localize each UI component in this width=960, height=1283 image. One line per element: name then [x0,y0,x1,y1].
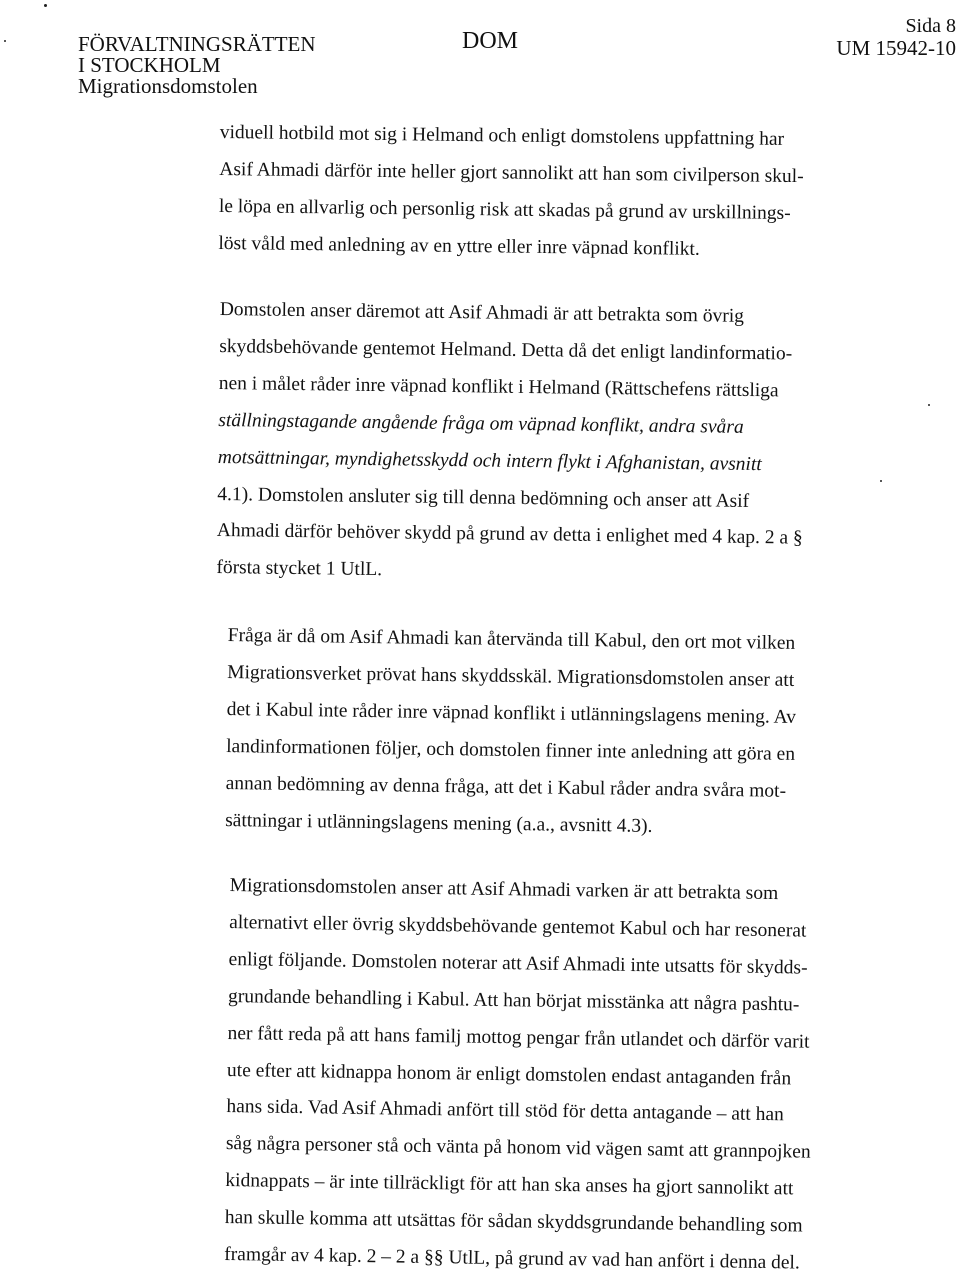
scan-speck [4,40,6,42]
paragraph-1 [218,115,804,270]
text-line: Domstolen anser däremot att Asif Ahmadi är att betrakta som övrig [219,298,745,327]
text-line: Migrationsdomstolen anser att Asif Ahmadi varken är att betrakta som [229,874,779,905]
scan-speck [44,4,47,7]
text-line: Fråga är då om Asif Ahmadi kan återvända till Kabul, den ort mot vilken [227,624,796,654]
scan-speck [880,480,882,482]
document-type: DOM [462,28,519,54]
paragraph-3 [225,618,797,847]
text-line: landinformationen följer, och domstolen finner inte anledning att göra en [226,735,796,765]
text-line: Asif Ahmadi därför inte heller gjort sannolikt att han som civilperson skul- [219,158,804,188]
text-line: alternativt eller övrig skyddsbehövande gentemot Kabul och har resonerat [229,911,807,942]
text-line: viduell hotbild mot sig i Helmand och enligt domstolens uppfattning har [219,121,785,150]
text-line: enligt följande. Domstolen noterar att Asif Ahmadi inte utsatts för skydds- [228,948,808,979]
text-line: ute efter att kidnappa honom är enligt domstolen endast antaganden från [226,1059,792,1089]
text-line: kidnappats – är inte tillräckligt för att han ska anses ha gjort sannolikt att [225,1170,794,1200]
text-line: motsättningar, myndighetsskydd och intern flykt i Afghanistan, avsnitt [217,446,762,475]
text-line: hans sida. Vad Asif Ahmadi anfört till stöd för detta antagande – att han [226,1096,784,1126]
text-line: löst våld med anledning av en yttre eller inre väpnad konflikt. [218,232,700,260]
text-line: le löpa en allvarlig och personlig risk att skadas på grund av urskillnings- [218,195,791,224]
text-line: han skulle komma att utsättas för sådan skyddsgrundande behandling som [224,1207,803,1237]
text-line: såg några personer stå och vänta på honom vid vägen samt att grannpojken [225,1133,811,1163]
case-number: UM 15942-10 [836,36,956,60]
paragraph-4 [224,868,815,1283]
court-city: I STOCKHOLM [78,53,221,77]
page-number: Sida 8 [905,15,956,37]
text-line: framgår av 4 kap. 2 – 2 a §§ UtlL, på grund av vad han anfört i denna del. [224,1244,800,1274]
scan-speck [928,404,930,406]
court-division: Migrationsdomstolen [78,74,258,98]
court-name: FÖRVALTNINGSRÄTTEN [78,32,316,56]
text-line: ställningstagande angående fråga om väpnad konflikt, andra svåra [218,409,744,438]
text-line: 4.1). Domstolen ansluter sig till denna bedömning och anser att Asif [217,483,750,512]
text-line: Ahmadi därför behöver skydd på grund av detta i enlighet med 4 kap. 2 a § [216,520,803,550]
text-line: Migrationsverket prövat hans skyddsskäl. Migrationsdomstolen anser att [227,661,795,691]
text-line: nen i målet råder inre väpnad konflikt i Helmand (Rättschefens rättsliga [218,372,779,402]
text-line: skyddsbehövande gentemot Helmand. Detta då det enligt landinformatio- [219,335,793,365]
text-line: annan bedömning av denna fråga, att det i Kabul råder andra svåra mot- [225,772,787,802]
text-line: ner fått reda på att hans familj mottog pengar från utlandet och därför varit [227,1022,810,1053]
text-line: grundande behandling i Kabul. Att han börjat misstänka att några pashtu- [227,985,800,1016]
text-line: sättningar i utlänningslagens mening (a.a., avsnitt 4.3). [225,809,653,837]
paragraph-2 [216,292,806,595]
text-line: det i Kabul inte råder inre väpnad konflikt i utlänningslagens mening. Av [226,698,797,728]
text-line: första stycket 1 UtlL. [216,557,383,581]
